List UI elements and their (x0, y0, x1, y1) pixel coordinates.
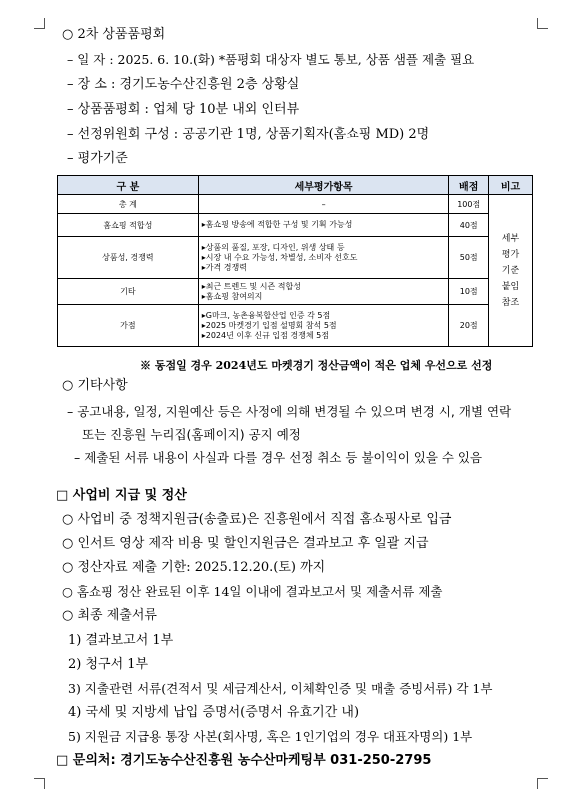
score-cell: 50점 (449, 237, 489, 279)
table-row (58, 305, 533, 347)
settle-line: ○ 최종 제출서류 (62, 608, 157, 623)
review-format-line: – 상품품평회 : 업체 당 10분 내외 인터뷰 (67, 102, 300, 117)
page-corner-mark (34, 778, 45, 789)
item-text: ▸2025 마켓경기 입점 설명회 참석 5점 (201, 320, 337, 330)
item-text: ▸홈쇼핑 참여의지 (201, 291, 263, 301)
note-text: 세부 (501, 233, 520, 244)
note-text: 기준 (501, 265, 520, 276)
item-text: ▸시장 내 수요 가능성, 차별성, 소비자 선호도 (201, 252, 358, 262)
score-cell: 20점 (449, 305, 489, 347)
section-heading-2nd-review: ○ 2차 상품품평회 (62, 27, 166, 42)
review-date-line: – 일 자 : 2025. 6. 10.(화) *품평회 대상자 별도 통보, 상품 샘플 제출 필요 (67, 52, 475, 67)
tie-break-footnote: ※ 동점일 경우 2024년도 마켓경기 정산금액이 적은 업체 우선으로 선정 (140, 359, 493, 372)
category-cell: 총 계 (58, 195, 199, 214)
misc-change-notice: – 공고내용, 일정, 지원예산 등은 사정에 의해 변경될 수 있으며 변경 시, 개별 연락 (67, 404, 512, 419)
section-heading-misc: ○ 기타사항 (62, 378, 128, 393)
item-text: ▸2024년 이후 신규 입점 경쟁체 5점 (201, 330, 329, 340)
items-cell (198, 279, 449, 305)
table-row (58, 214, 533, 237)
item-text: ▸상품의 품질, 포장, 디자인, 위생 상태 등 (201, 242, 345, 252)
note-cell (489, 195, 533, 347)
committee-line: – 선정위원회 구성 : 공공기관 1명, 상품기획자(홈쇼핑 MD) 2명 (67, 127, 430, 142)
note-text: 평가 (501, 249, 520, 260)
evaluation-criteria-table (57, 175, 533, 347)
score-cell: 100점 (449, 195, 489, 214)
header-note: 비고 (489, 176, 533, 195)
item-text: ▸최근 트렌드 및 시즌 적합성 (201, 281, 301, 291)
score-cell: 40점 (449, 214, 489, 237)
page-corner-mark (537, 778, 548, 789)
settle-line: ○ 사업비 중 정책지원금(송출료)은 진흥원에서 직접 홈쇼핑사로 입금 (62, 512, 452, 527)
header-category: 구 분 (58, 176, 199, 195)
table-row (58, 279, 533, 305)
category-cell: 홈쇼핑 적합성 (58, 214, 199, 237)
misc-change-notice-cont: 또는 진흥원 누리집(홈페이지) 공지 예정 (82, 427, 301, 442)
note-text: 참조 (501, 297, 520, 308)
table-header-row (58, 176, 533, 195)
document-list-item: 2) 청구서 1부 (68, 657, 149, 672)
item-text: ▸G마크, 농촌융복합산업 인증 각 5점 (201, 310, 331, 320)
items-cell: – (198, 195, 449, 214)
document-list-item: 3) 지출관련 서류(견적서 및 세금계산서, 이체확인증 및 매출 증빙서류) 각 1부 (68, 681, 493, 696)
item-text: ▸홈쇼핑 방송에 적합한 구성 및 기획 가능성 (201, 220, 353, 229)
header-score: 배점 (449, 176, 489, 195)
settle-line: ○ 정산자료 제출 기한: 2025.12.20.(토) 까지 (62, 560, 326, 575)
table-row (58, 195, 533, 214)
review-place-line: – 장 소 : 경기도농수산진흥원 2층 상황실 (67, 77, 300, 92)
contact-info: □ 문의처: 경기도농수산진흥원 농수산마케팅부 031-250-2795 (56, 753, 432, 768)
category-cell: 상품성, 경쟁력 (58, 237, 199, 279)
misc-cancel-notice: – 제출된 서류 내용이 사실과 다를 경우 선정 취소 등 불이익이 있을 수 있음 (74, 450, 483, 465)
note-text: 붙임 (501, 281, 520, 292)
section-heading-settlement: □ 사업비 지급 및 정산 (56, 488, 187, 503)
criteria-label: – 평가기준 (67, 151, 128, 166)
table-row (58, 237, 533, 279)
document-list-item: 4) 국세 및 지방세 납입 증명서(증명서 유효기간 내) (68, 705, 360, 720)
page-corner-mark (537, 18, 548, 29)
document-list-item: 1) 결과보고서 1부 (68, 633, 174, 648)
category-cell: 가점 (58, 305, 199, 347)
settle-line: ○ 홈쇼핑 정산 완료된 이후 14일 이내에 결과보고서 및 제출서류 제출 (62, 584, 443, 599)
items-cell (198, 237, 449, 279)
items-cell (198, 214, 449, 237)
document-list-item: 5) 지원금 지급용 통장 사본(회사명, 혹은 1인기업의 경우 대표자명의) 1부 (68, 729, 473, 744)
score-cell: 10점 (449, 279, 489, 305)
settle-line: ○ 인서트 영상 제작 비용 및 할인지원금은 결과보고 후 일괄 지급 (62, 536, 429, 551)
header-items: 세부평가항목 (198, 176, 449, 195)
category-cell: 기타 (58, 279, 199, 305)
page-corner-mark (34, 18, 45, 29)
item-text: ▸가격 경쟁력 (201, 262, 247, 272)
items-cell (198, 305, 449, 347)
